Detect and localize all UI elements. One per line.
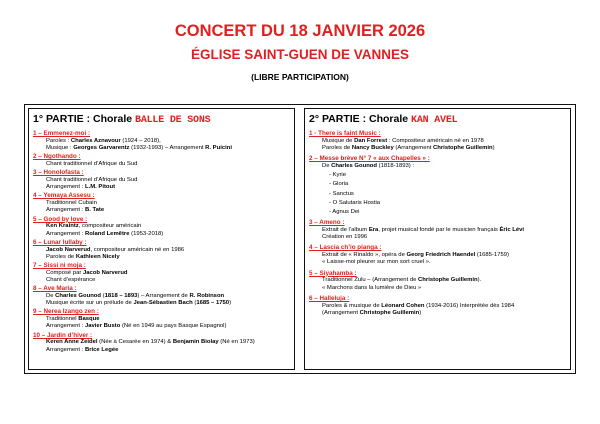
program-item-title: 8 – Ave Maria : [33, 285, 77, 293]
program-item-title: 2 – Ngothando : [33, 153, 81, 161]
program-item-line [309, 200, 566, 207]
credit-name: Georges Garvarentz [73, 145, 130, 151]
program-item-line [33, 200, 290, 207]
program-item-line [309, 191, 566, 198]
credit-text: Arrangement : [46, 323, 85, 330]
program-item-line [33, 161, 290, 168]
credit-text: Extrait de l’album [322, 227, 369, 234]
program-item-line [309, 252, 566, 259]
credit-text: Chant d’espérance [46, 277, 96, 284]
program-item-line [309, 234, 566, 241]
credit-name: Léonard Cohen [381, 302, 425, 309]
credit-name: 1685 – 1750 [196, 300, 230, 307]
program-item-line [33, 177, 290, 184]
program-item [33, 153, 290, 168]
credit-text: (1932-1993) – Arrangement [129, 145, 206, 151]
credit-text: Création en 1996 [322, 234, 368, 241]
credit-name: Éric Lévi [499, 227, 525, 234]
credit-text: Musique : [46, 145, 74, 151]
program-item [309, 130, 566, 152]
program-item-line [33, 339, 290, 346]
credit-text: Paroles de [322, 145, 352, 151]
program-item-title: 3 – Ameno : [309, 219, 345, 227]
program-item [33, 262, 290, 284]
program-item-line [33, 300, 290, 307]
part-two-heading [309, 113, 566, 127]
credit-name: Keren Anne Zeidel [46, 339, 98, 346]
credit-name: Nancy Buckley [351, 145, 394, 151]
credit-name: R. Robinson [189, 293, 225, 300]
part-one-column [28, 108, 295, 370]
credit-name: Benjamin Biolay [172, 339, 219, 346]
credit-text: , projet musical fondé par le musicien français [378, 227, 500, 234]
credit-text: De [322, 163, 332, 169]
program-item-line [309, 163, 566, 170]
credit-text: (1934-2016) Interprétée dès 1984 [424, 302, 515, 309]
program-item-line [309, 259, 566, 266]
credit-text: Arrangement : [46, 184, 85, 191]
credit-text: Composé par [46, 269, 83, 276]
credit-text: Chant traditionnel d’Afrique du Sud [46, 161, 138, 167]
program-item [309, 270, 566, 292]
program-item [33, 192, 290, 214]
program-item-line [33, 293, 290, 300]
program-item-title: 6 – Halleluja : [309, 294, 350, 302]
part-one-items [33, 130, 290, 354]
credit-text: Extrait de « Rinaldo », opéra de [322, 252, 407, 259]
program-item-line [33, 231, 290, 238]
program-item-title: 6 – Lunar lullaby : [33, 238, 87, 246]
credit-text: : Compositeur américain né en 1978 [387, 137, 484, 144]
program-item-line [309, 285, 566, 292]
program-item-line [309, 310, 566, 317]
part-one-choir: BALLE DE SONS [135, 115, 211, 126]
program-item-title: 5 – Siyahamba : [309, 269, 357, 277]
part-two-choir: KAN AVEL [411, 115, 458, 126]
program-item-line [33, 207, 290, 214]
credit-text: - Gloria [329, 181, 349, 188]
program-item-title: 10 – Jardin d’hiver : [33, 331, 93, 339]
credit-text: ) [229, 300, 232, 307]
credit-text: (Arrangement [393, 145, 434, 151]
program-item-title: 9 – Nerea Izango zen : [33, 308, 99, 316]
credit-text: « Laisse-moi pleurer sur mon sort cruel ». [322, 259, 431, 266]
program-item [309, 295, 566, 317]
credit-name: Brice Legée [84, 346, 119, 353]
credit-name: Georg Friedrich Haendel [406, 252, 476, 259]
program-item-title: 5 – Good by love : [33, 215, 88, 223]
program-item [33, 285, 290, 307]
program-item-line [33, 223, 290, 230]
program-item-line [309, 145, 566, 152]
credit-text: Arrangement : [46, 346, 85, 353]
credit-text: Paroles de [46, 253, 76, 260]
program-item-line [309, 303, 566, 310]
credit-name: Basque [78, 316, 100, 323]
program-item-title: 7 – Sissi ni moja : [33, 262, 86, 270]
program-item-line [309, 138, 566, 145]
entry-note: (LIBRE PARTICIPATION) [251, 72, 349, 82]
program-frame [24, 104, 576, 374]
church-name: ÉGLISE SAINT-GUEN DE VANNES [190, 47, 410, 62]
credit-text: , compositeur américain [78, 223, 142, 230]
program-item [33, 308, 290, 330]
program-item [33, 216, 290, 238]
program-item-line [33, 277, 290, 284]
credit-text: « Marchons dans la lumière de Dieu » [322, 284, 422, 291]
credit-text: Paroles : [46, 137, 71, 144]
credit-text: - Agnus Dei [329, 209, 360, 216]
part-one-label: 1° PARTIE : Chorale [33, 113, 136, 125]
credit-name: R. Puicini [205, 145, 232, 151]
credit-text: (1924 – 2018), [120, 137, 161, 144]
program-item-line [33, 323, 290, 330]
credit-name: Javier Busto [84, 323, 121, 330]
credit-text: (Arrangement [322, 309, 360, 316]
credit-text: , compositeur américain né en 1986 [90, 246, 185, 253]
credit-text: De [46, 293, 56, 300]
credit-text: ) [492, 145, 495, 151]
credit-name: Kathleen Nicely [75, 253, 120, 260]
credit-text: (1953-2018) [129, 230, 164, 237]
program-item [309, 219, 566, 241]
program-item [33, 169, 290, 191]
part-two-label: 2° PARTIE : Chorale [309, 113, 412, 125]
credit-name: Christophe Guillemin [359, 309, 420, 316]
part-two-items [309, 130, 566, 317]
credit-name: Christophe Guillemin [433, 145, 493, 151]
credit-name: Ken Kraintz [46, 223, 79, 230]
credit-text: Musique écrite sur un prélude de [46, 300, 134, 307]
program-item [33, 130, 290, 152]
concert-title: CONCERT DU 18 JANVIER 2026 [174, 22, 426, 40]
program-item-line [33, 347, 290, 354]
credit-name: Charles Gounod [55, 293, 101, 300]
part-two-column [304, 108, 571, 370]
credit-text: (1685-1759) [475, 252, 509, 259]
program-item-title: 4 – Yemaya Assesu : [33, 192, 95, 200]
credit-text: Paroles & musique de [322, 302, 382, 309]
credit-text: Musique de [322, 137, 355, 144]
credit-name: Roland Lemêtre [84, 230, 130, 237]
credit-text: ) [419, 309, 422, 316]
credit-text: ). [477, 277, 482, 284]
credit-text: (Né en 1949 au pays Basque Espagnol) [120, 323, 227, 330]
program-item-line [33, 254, 290, 261]
credit-name: Charles Aznavour [70, 137, 121, 144]
credit-name: L.M. Pitout [84, 184, 116, 191]
program-item-line [309, 277, 566, 284]
program-item [309, 155, 566, 216]
credit-text: ) – Arrangement de [137, 293, 190, 300]
credit-name: 1818 – 1893 [104, 293, 138, 300]
credit-name: Dan Forrest [354, 137, 388, 144]
credit-name: B. Tate [84, 207, 105, 214]
program-item [309, 244, 566, 266]
credit-name: Jacob Narverud [83, 269, 128, 276]
credit-name: Christophe Guillemin [418, 277, 478, 284]
program-item-line [309, 181, 566, 188]
credit-text: (1818-1893) : [377, 163, 415, 169]
credit-name: Jean-Sébastien Bach [133, 300, 193, 307]
program-item-line [33, 145, 290, 152]
credit-text: ( [192, 300, 197, 307]
program-item-line [33, 138, 290, 145]
credit-text: - O Salutaris Hostia [329, 199, 381, 206]
program-item-title: 2 – Messe brève N° 7 « aux Chapelles » : [309, 155, 430, 163]
program-item-line [33, 316, 290, 323]
program-item-title: 4 – Lascia ch’io pianga : [309, 244, 382, 252]
program-item-line [33, 270, 290, 277]
program-item-line [33, 184, 290, 191]
credit-text: - Sanctus [329, 190, 354, 197]
credit-name: Jacob Narverud [46, 246, 91, 253]
credit-name: Charles Gounod [331, 163, 377, 169]
program-item-line [33, 247, 290, 254]
part-one-heading [33, 113, 290, 127]
program-item-line [309, 172, 566, 179]
credit-text: ( [101, 293, 105, 300]
program-item-title: 3 – Honolofasta : [33, 169, 84, 177]
credit-text: - Kyrie [329, 172, 347, 179]
credit-text: (Née à Cesarée en 1974) & [97, 339, 173, 346]
program-item-line [309, 209, 566, 216]
program-item-title: 1 – Emmenez-moi : [33, 130, 91, 137]
program-item-title: 1 - There is faint Music : [309, 130, 381, 137]
program-item [33, 239, 290, 261]
credit-text: Traditionnel Zulu – (Arrangement de [322, 277, 419, 284]
credit-name: Era [368, 227, 379, 234]
credit-text: (Né en 1973) [218, 339, 255, 346]
credit-text: Arrangement : [46, 230, 85, 237]
credit-text: Traditionnel Cubain [46, 200, 97, 207]
program-item [33, 332, 290, 354]
credit-text: Arrangement : [46, 207, 85, 214]
program-item-line [309, 227, 566, 234]
credit-text: Traditionnel [46, 316, 79, 323]
credit-text: Chant traditionnel d’Afrique du Sud [46, 177, 138, 183]
